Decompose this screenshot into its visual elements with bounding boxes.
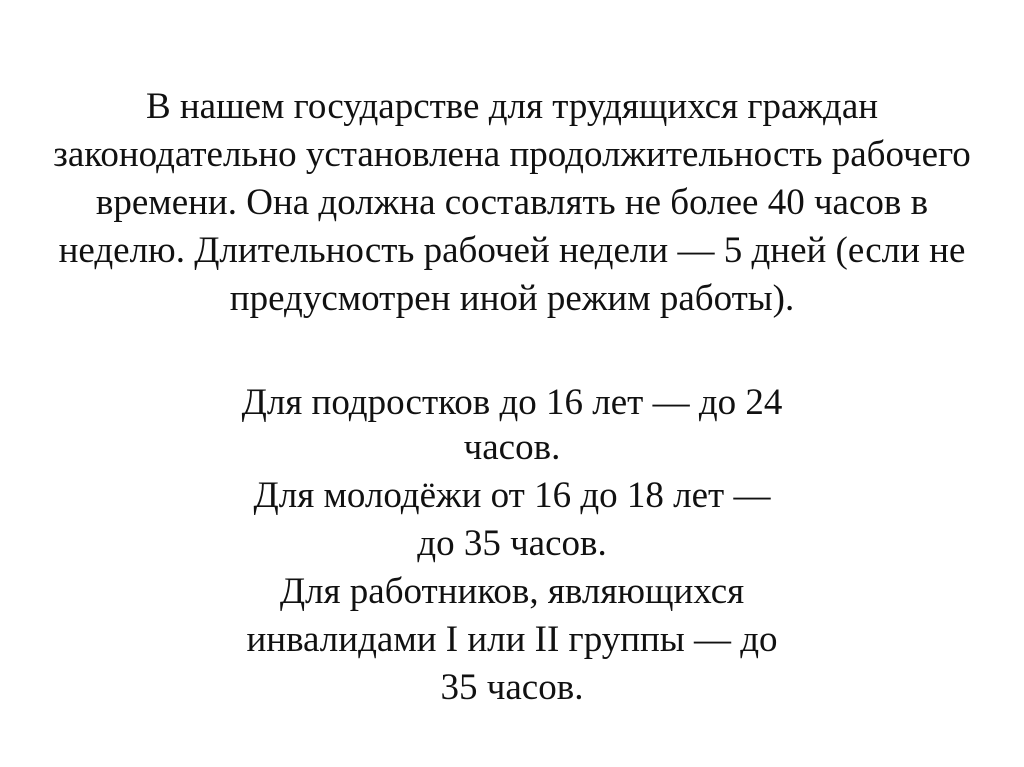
paragraph-2-line-6: инвалидами I или II группы — до [246,619,778,660]
paragraph-1-line-1: В нашем государстве для трудящихся граждан [145,86,879,127]
paragraph-2-line-5: Для работников, являющихся [279,571,745,612]
paragraph-1-line-3: времени. Она должна составлять не более 40 часов в [95,182,929,223]
paragraph-2-line-1: Для подростков до 16 лет — до 24 [241,382,783,423]
paragraph-2-line-2: часов. [463,427,561,468]
paragraph-2-line-3: Для молодёжи от 16 до 18 лет — [253,475,771,516]
paragraph-2-line-4: до 35 часов. [417,523,607,564]
paragraph-1-line-4: неделю. Длительность рабочей недели — 5 дней (если не [58,230,966,271]
paragraph-1-line-2: законодательно установлена продолжительность рабочего [53,134,971,175]
paragraph-2-line-7: 35 часов. [440,667,584,708]
paragraph-1-line-5: предусмотрен иной режим работы). [229,278,795,319]
